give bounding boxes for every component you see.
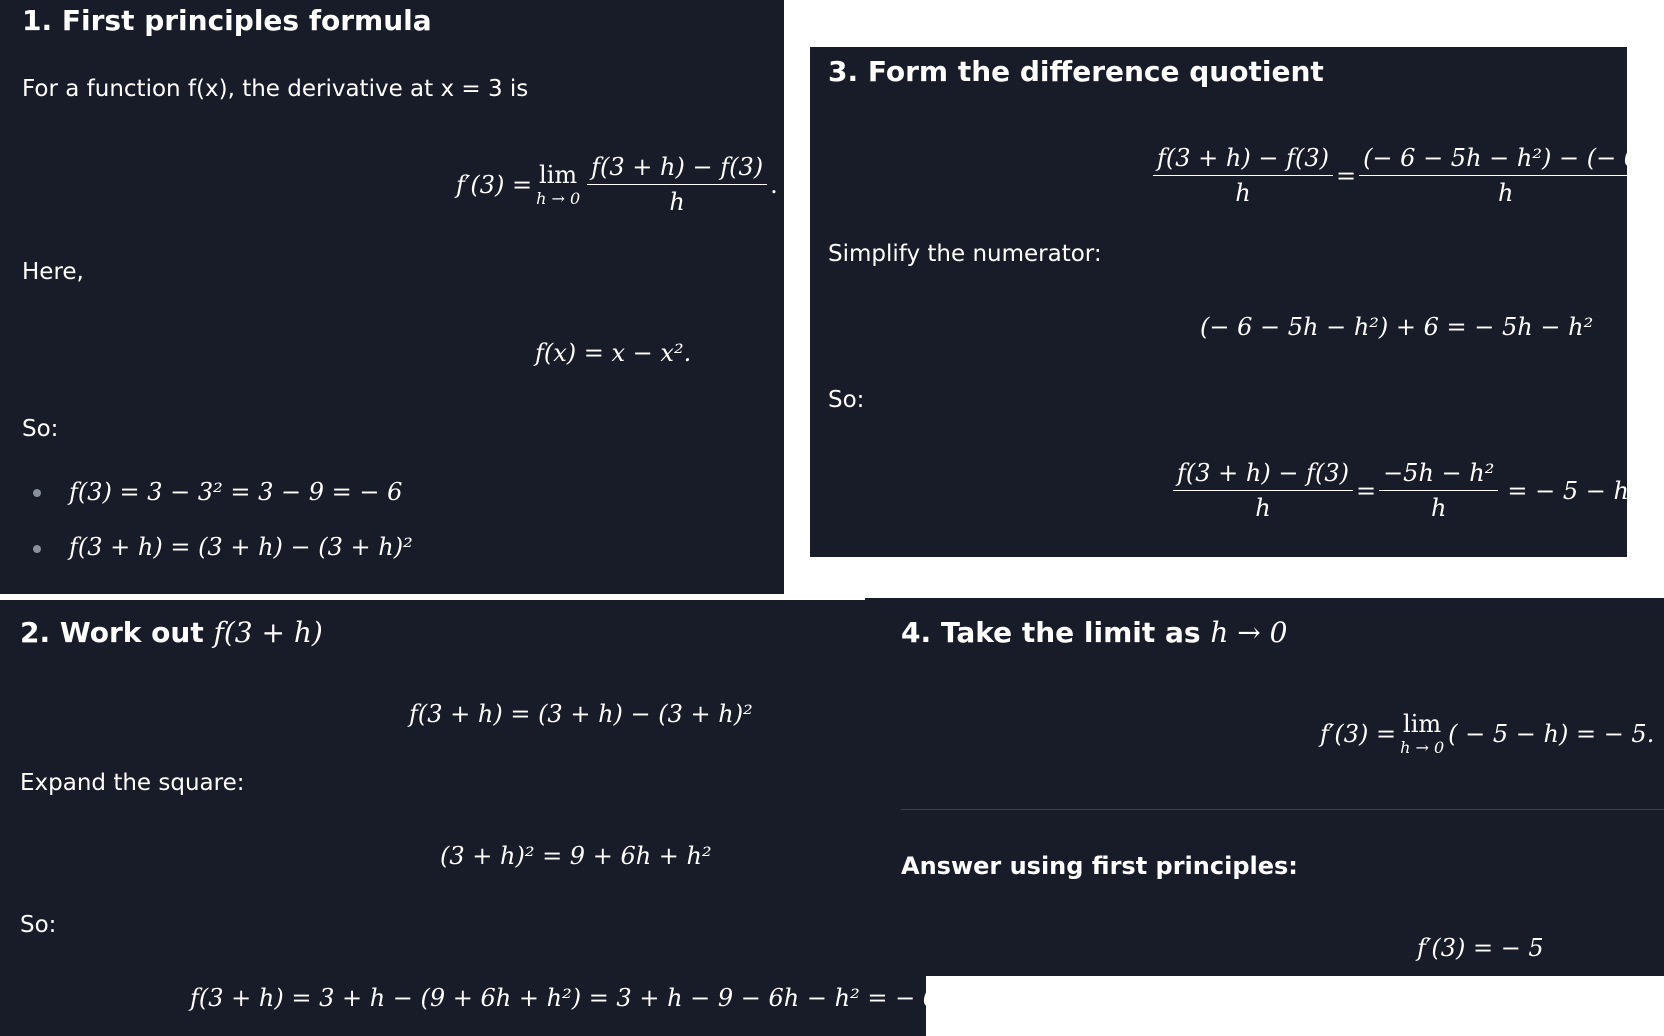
definition-denominator: h [669, 188, 685, 216]
quotient-equals: = [1335, 161, 1357, 190]
so-label-3: So: [828, 387, 865, 413]
result-numerator-2: −5h − h² [1379, 459, 1498, 491]
result-fraction-2 [1379, 459, 1498, 522]
section-divider [901, 809, 1664, 810]
limit-subscript: h → 0 [536, 189, 581, 208]
simplify-label: Simplify the numerator: [828, 241, 1102, 267]
section-2-title-math: f(3 + h) [213, 616, 323, 649]
quotient-denominator-2: h [1498, 179, 1514, 207]
result-denominator-1: h [1255, 494, 1271, 522]
panel-first-principles [0, 0, 784, 594]
bullet-dot [33, 545, 41, 553]
section-2-title [20, 616, 323, 649]
final-answer: f′(3) = − 5 [1417, 934, 1544, 962]
quotient-denominator-1: h [1235, 179, 1251, 207]
answer-label: Answer using first principles: [901, 852, 1298, 880]
result-numerator-1: f(3 + h) − f(3) [1173, 459, 1353, 491]
result-denominator-2: h [1430, 494, 1447, 522]
function-definition: f(x) = x − x². [535, 339, 692, 367]
expand-label: Expand the square: [20, 770, 245, 796]
quotient-fraction-1 [1153, 144, 1333, 207]
section-3-title: 3. Form the difference quotient [828, 55, 1324, 88]
section-1-intro: For a function f(x), the derivative at x = 3 is [22, 76, 529, 102]
limit-rhs: ( − 5 − h) = − 5. [1448, 719, 1655, 748]
section-2-title-text: 2. Work out [20, 616, 204, 649]
so-label-2: So: [20, 912, 57, 938]
quotient-equation [1150, 144, 1655, 207]
derivative-definition [456, 153, 778, 216]
section-4-title [901, 616, 1287, 649]
quotient-numerator-2: (− 6 − 5h − h²) − (− 6) [1359, 144, 1652, 176]
panel-difference-quotient [810, 47, 1649, 557]
section-1-title: 1. First principles formula [22, 4, 432, 37]
bullet-f3: f(3) = 3 − 3² = 3 − 9 = − 6 [69, 478, 403, 506]
panel-take-limit [865, 598, 1664, 976]
definition-lhs: f′(3) = [456, 170, 533, 199]
expanded-f3h: f(3 + h) = 3 + h − (9 + 6h + h²) = 3 + h − 9 − 6h − h² = − 6 − 5h − h² [190, 984, 1065, 1012]
result-fraction-1 [1173, 459, 1353, 522]
bullet-dot [33, 489, 41, 497]
expression-f3h: f(3 + h) = (3 + h) − (3 + h)² [409, 700, 753, 728]
limit-operator-2 [1400, 710, 1444, 757]
definition-fraction [587, 153, 767, 216]
section-4-title-math: h → 0 [1210, 616, 1288, 649]
limit-word: lim [539, 161, 578, 189]
result-tail: = − 5 − h [1507, 476, 1629, 505]
numerator-simplified: (− 6 − 5h − h²) + 6 = − 5h − h² [1200, 313, 1594, 341]
quotient-fraction-2 [1359, 144, 1652, 207]
limit-evaluation [1320, 710, 1654, 757]
limit-word-2: lim [1403, 710, 1442, 738]
limit-subscript-2: h → 0 [1400, 738, 1445, 757]
quotient-result [1170, 459, 1629, 522]
bullet-f3h: f(3 + h) = (3 + h) − (3 + h)² [69, 533, 413, 561]
here-label: Here, [22, 259, 84, 285]
section-4-title-text: 4. Take the limit as [901, 616, 1201, 649]
definition-numerator: f(3 + h) − f(3) [587, 153, 767, 185]
result-equals: = [1355, 476, 1377, 505]
definition-period: . [770, 170, 778, 199]
limit-operator [536, 161, 580, 208]
limit-lhs: f′(3) = [1320, 719, 1397, 748]
square-expansion: (3 + h)² = 9 + 6h + h² [440, 842, 712, 870]
so-label-1: So: [22, 416, 59, 442]
quotient-numerator-1: f(3 + h) − f(3) [1153, 144, 1333, 176]
